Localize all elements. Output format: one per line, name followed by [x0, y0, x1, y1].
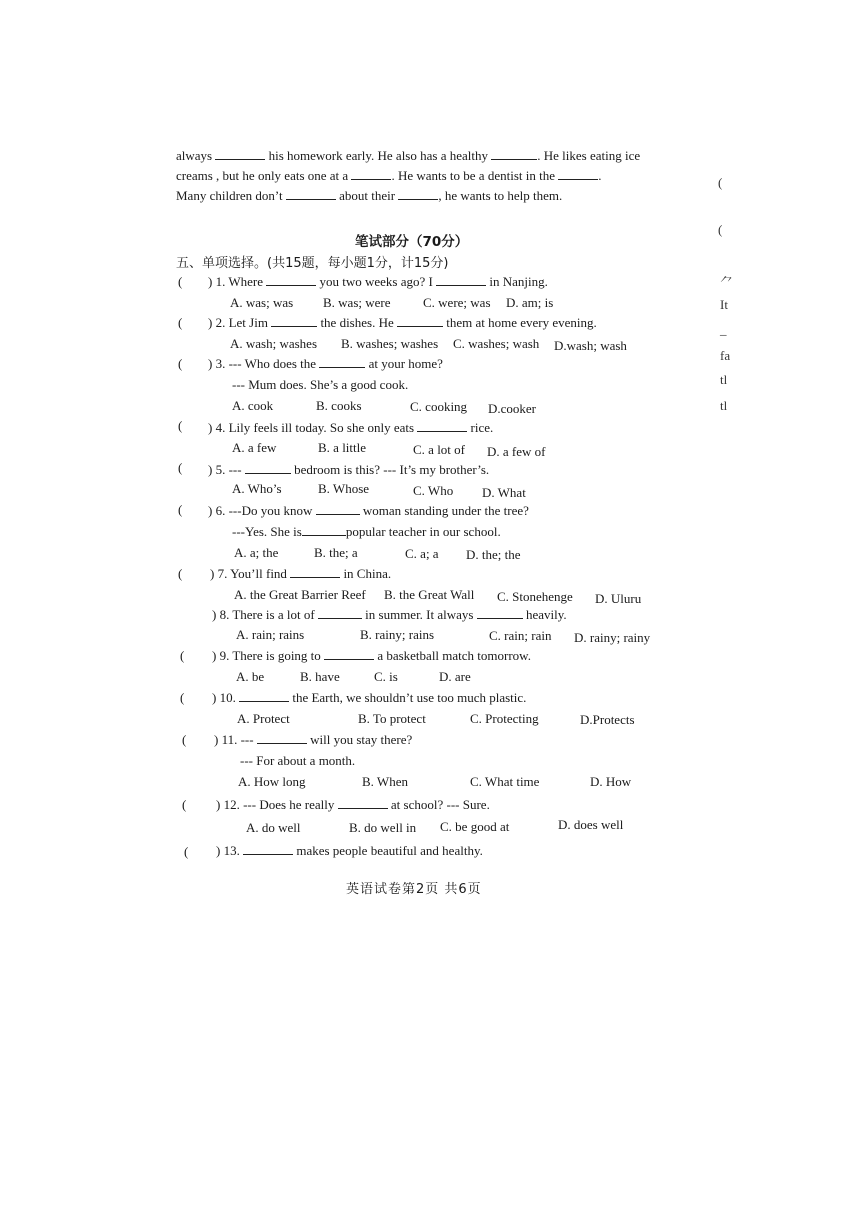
answer-paren: (: [180, 648, 185, 663]
edge-fragment: (: [718, 175, 723, 190]
q1-option-b: B. was; were: [323, 295, 391, 310]
q9-option-d: D. are: [439, 669, 471, 684]
question-10: ) 10. the Earth, we shouldn’t use too much plastic.: [212, 690, 527, 705]
q5-option-a: A. Who’s: [232, 481, 282, 496]
q7-option-a: A. the Great Barrier Reef: [234, 587, 366, 602]
q6-option-b: B. the; a: [314, 545, 358, 560]
question-9: ) 9. There is going to a basketball match tomorrow.: [212, 648, 531, 663]
q2-option-b: B. washes; washes: [341, 336, 439, 351]
q1-option-d: D. am; is: [506, 295, 554, 310]
passage-line-2: creams , but he only eats one at a . He wants to be a dentist in the .: [176, 168, 602, 183]
q12-option-b: B. do well in: [349, 820, 417, 835]
q4-option-a: A. a few: [232, 440, 277, 455]
q6-option-a: A. a; the: [234, 545, 279, 560]
passage-line-1: always his homework early. He also has a healthy . He likes eating ice: [176, 148, 641, 163]
question-8: ) 8. There is a lot of in summer. It always heavily.: [212, 607, 567, 622]
q9-option-b: B. have: [300, 669, 340, 684]
q8-option-c: C. rain; rain: [489, 628, 552, 643]
edge-fragment: tl: [720, 398, 728, 413]
question-11: ) 11. --- will you stay there?: [214, 732, 413, 747]
page-footer: 英语试卷第2页 共6页: [346, 882, 482, 897]
question-6-reply: ---Yes. She is popular teacher in our school.: [232, 524, 501, 539]
q12-option-d: D. does well: [558, 817, 624, 832]
q3-option-a: A. cook: [232, 398, 274, 413]
question-3-reply: --- Mum does. She’s a good cook.: [232, 377, 409, 392]
q4-option-c: C. a lot of: [413, 442, 465, 457]
edge-fragment: It: [720, 297, 728, 312]
q12-option-c: C. be good at: [440, 819, 510, 834]
q5-option-d: D. What: [482, 485, 526, 500]
q8-option-d: D. rainy; rainy: [574, 630, 651, 645]
question-3: ) 3. --- Who does the at your home?: [208, 356, 443, 371]
answer-paren: (: [180, 690, 185, 705]
question-7: ) 7. You’ll find in China.: [210, 566, 392, 581]
q2-option-d: D.wash; wash: [554, 338, 627, 353]
passage-line-3: Many children don’t about their , he wants to help them.: [176, 188, 563, 203]
question-12: ) 12. --- Does he really at school? --- Sure.: [216, 797, 490, 812]
answer-paren: (: [178, 356, 183, 371]
q12-option-a: A. do well: [246, 820, 301, 835]
q7-option-b: B. the Great Wall: [384, 587, 475, 602]
answer-paren: (: [182, 732, 187, 747]
edge-fragment: fa: [720, 348, 731, 363]
q10-option-a: A. Protect: [237, 711, 290, 726]
q9-option-a: A. be: [236, 669, 265, 684]
answer-paren: (: [178, 566, 183, 581]
q7-option-d: D. Uluru: [595, 591, 642, 606]
q7-option-c: C. Stonehenge: [497, 589, 573, 604]
q6-option-d: D. the; the: [466, 547, 521, 562]
q3-option-d: D.cooker: [488, 401, 537, 416]
answer-paren: (: [178, 502, 183, 517]
question-1: ) 1. Where you two weeks ago? I in Nanjing.: [208, 274, 548, 289]
q6-option-c: C. a; a: [405, 546, 439, 561]
section-title: 笔试部分（70分）: [355, 234, 469, 250]
q9-option-c: C. is: [374, 669, 398, 684]
q4-option-d: D. a few of: [487, 444, 546, 459]
q2-option-c: C. washes; wash: [453, 336, 540, 351]
q1-option-c: C. were; was: [423, 295, 491, 310]
edge-fragment: ⺈: [720, 275, 734, 290]
answer-paren: (: [182, 797, 187, 812]
q5-option-b: B. Whose: [318, 481, 370, 496]
question-5: ) 5. --- bedroom is this? --- It’s my brother’s.: [208, 462, 490, 477]
q3-option-c: C. cooking: [410, 399, 468, 414]
answer-paren: (: [178, 460, 183, 475]
q11-option-d: D. How: [590, 774, 632, 789]
answer-paren: (: [184, 844, 189, 859]
edge-fragment: _: [720, 322, 727, 337]
answer-paren: (: [178, 418, 183, 433]
section-heading: 五、单项选择。(共15题，每小题1分，计15分): [176, 256, 449, 271]
q11-option-b: B. When: [362, 774, 408, 789]
q11-option-c: C. What time: [470, 774, 540, 789]
q8-option-a: A. rain; rains: [236, 627, 305, 642]
question-2: ) 2. Let Jim the dishes. He them at home every evening.: [208, 315, 597, 330]
answer-paren: (: [178, 274, 183, 289]
q8-option-b: B. rainy; rains: [360, 627, 435, 642]
edge-fragment: (: [718, 222, 723, 237]
q4-option-b: B. a little: [318, 440, 367, 455]
q2-option-a: A. wash; washes: [230, 336, 318, 351]
question-4: ) 4. Lily feels ill today. So she only eats rice.: [208, 420, 494, 435]
edge-fragment: tl: [720, 372, 728, 387]
question-13: ) 13. makes people beautiful and healthy.: [216, 843, 483, 858]
q10-option-b: B. To protect: [358, 711, 426, 726]
q11-option-a: A. How long: [238, 774, 306, 789]
question-6: ) 6. ---Do you know woman standing under the tree?: [208, 503, 529, 518]
q10-option-d: D.Protects: [580, 712, 635, 727]
q5-option-c: C. Who: [413, 483, 454, 498]
q3-option-b: B. cooks: [316, 398, 362, 413]
q10-option-c: C. Protecting: [470, 711, 539, 726]
answer-paren: (: [178, 315, 183, 330]
q1-option-a: A. was; was: [230, 295, 294, 310]
question-11-reply: --- For about a month.: [240, 753, 356, 768]
